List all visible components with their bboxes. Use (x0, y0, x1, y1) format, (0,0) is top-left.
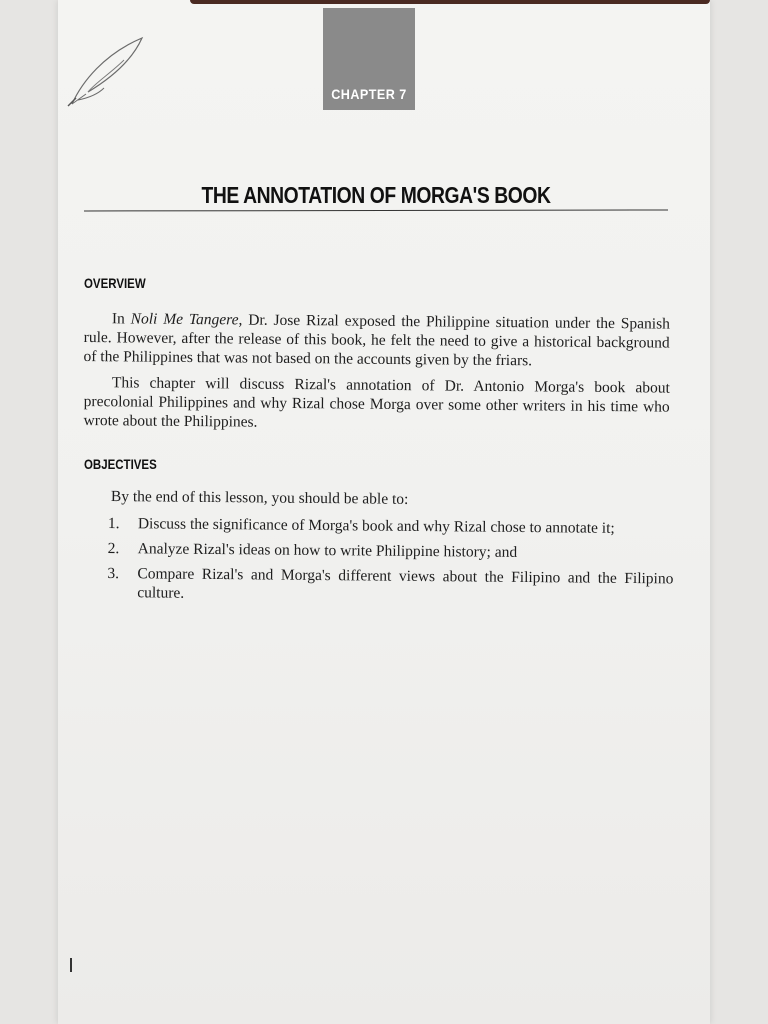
objectives-lead: By the end of this lesson, you should be able to: (110, 488, 409, 508)
objective-number: 2. (107, 539, 120, 558)
book-page (58, 0, 710, 1024)
objective-text: Discuss the significance of Morga's book and why Rizal chose to annotate it; (137, 515, 615, 537)
margin-mark (70, 958, 72, 972)
page-title: THE ANNOTATION OF MORGA'S BOOK (201, 182, 551, 208)
objective-item (107, 564, 673, 607)
overview-para2-text: This chapter will discuss Rizal's annotation of Dr. Antonio Morga's book about precolonial Philippines and why Rizal chose Morga over some other writers in his time who wrote about the Philippines. (83, 374, 670, 431)
chapter-label: CHAPTER 7 (331, 86, 407, 102)
overview-para1-lead: In (111, 310, 131, 328)
objective-item (108, 514, 674, 538)
overview-heading: OVERVIEW (84, 275, 146, 291)
objective-number: 1. (107, 514, 120, 533)
chapter-tab (323, 8, 415, 110)
overview-paragraph-2 (83, 373, 670, 436)
novel-title: Noli Me Tangere (130, 310, 239, 329)
book-cover-edge (190, 0, 710, 4)
objective-text: Analyze Rizal's ideas on how to write Philippine history; and (137, 540, 518, 561)
quill-sketch-icon (64, 34, 146, 108)
objective-text: Compare Rizal's and Morga's different views about the Filipino and the Filipino culture. (137, 565, 674, 602)
overview-para1-rest: , Dr. Jose Rizal exposed the Philippine situation under the Spanish rule. However, after the release of this book, he felt the need to give a historical background of the Philippines that was not based on the accounts given by the friars. (83, 311, 670, 370)
objectives-list (107, 514, 674, 613)
overview-paragraph-1 (83, 309, 670, 372)
objective-number: 3. (107, 564, 120, 583)
objective-item (108, 539, 674, 563)
objectives-heading: OBJECTIVES (84, 456, 157, 472)
